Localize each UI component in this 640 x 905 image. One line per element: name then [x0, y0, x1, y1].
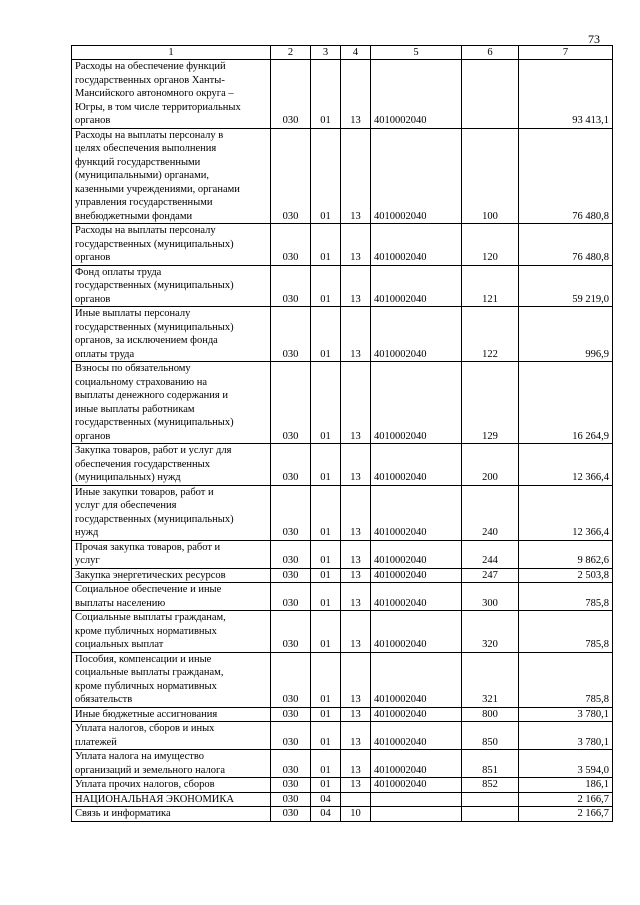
cell-admin-code: 030: [271, 444, 311, 486]
cell-target-code: [371, 792, 462, 807]
cell-target-code: 4010002040: [371, 722, 462, 750]
table-row: [72, 778, 613, 793]
cell-admin-code: 030: [271, 362, 311, 444]
cell-admin-code: 030: [271, 707, 311, 722]
cell-section: 01: [311, 485, 341, 540]
cell-amount: 3 594,0: [519, 750, 613, 778]
table-row: [72, 265, 613, 307]
cell-expense-type: 850: [462, 722, 519, 750]
cell-section: 01: [311, 750, 341, 778]
cell-target-code: [371, 807, 462, 822]
cell-admin-code: 030: [271, 128, 311, 224]
header-cell-2: 2: [271, 46, 311, 60]
table-row: [72, 568, 613, 583]
cell-name: НАЦИОНАЛЬНАЯ ЭКОНОМИКА: [72, 792, 271, 807]
cell-name: Фонд оплаты труда государственных (муниципальных) органов: [72, 265, 271, 307]
cell-target-code: 4010002040: [371, 652, 462, 707]
cell-section: 01: [311, 224, 341, 266]
cell-name: Прочая закупка товаров, работ и услуг: [72, 540, 271, 568]
cell-subsection: 13: [341, 652, 371, 707]
table-row: [72, 652, 613, 707]
cell-target-code: 4010002040: [371, 583, 462, 611]
cell-amount: 2 503,8: [519, 568, 613, 583]
cell-name: Уплата налога на имущество организаций и земельного налога: [72, 750, 271, 778]
cell-name: Взносы по обязательному социальному страхованию на выплаты денежного содержания и иные выплаты работникам государственных (муниципальных) органов: [72, 362, 271, 444]
cell-name: Закупка энергетических ресурсов: [72, 568, 271, 583]
cell-section: 01: [311, 583, 341, 611]
cell-subsection: 13: [341, 128, 371, 224]
cell-amount: 996,9: [519, 307, 613, 362]
cell-admin-code: 030: [271, 224, 311, 266]
table-row: [72, 540, 613, 568]
cell-section: 01: [311, 722, 341, 750]
cell-target-code: 4010002040: [371, 444, 462, 486]
cell-section: 01: [311, 307, 341, 362]
cell-admin-code: 030: [271, 611, 311, 653]
cell-section: 01: [311, 362, 341, 444]
cell-admin-code: 030: [271, 750, 311, 778]
cell-name: Социальные выплаты гражданам, кроме публичных нормативных социальных выплат: [72, 611, 271, 653]
cell-section: 04: [311, 792, 341, 807]
cell-subsection: 13: [341, 485, 371, 540]
cell-admin-code: 030: [271, 307, 311, 362]
cell-amount: 59 219,0: [519, 265, 613, 307]
cell-section: 01: [311, 540, 341, 568]
cell-amount: 9 862,6: [519, 540, 613, 568]
cell-subsection: 10: [341, 807, 371, 822]
table-row: [72, 60, 613, 129]
cell-target-code: 4010002040: [371, 611, 462, 653]
cell-amount: 16 264,9: [519, 362, 613, 444]
cell-subsection: 13: [341, 750, 371, 778]
cell-subsection: 13: [341, 444, 371, 486]
cell-expense-type: 240: [462, 485, 519, 540]
cell-expense-type: 320: [462, 611, 519, 653]
cell-subsection: 13: [341, 707, 371, 722]
cell-amount: 2 166,7: [519, 792, 613, 807]
cell-admin-code: 030: [271, 778, 311, 793]
cell-section: 01: [311, 611, 341, 653]
table-row: [72, 128, 613, 224]
table-row: [72, 362, 613, 444]
cell-name: Расходы на выплаты персоналу государственных (муниципальных) органов: [72, 224, 271, 266]
cell-name: Пособия, компенсации и иные социальные выплаты гражданам, кроме публичных нормативных обязательств: [72, 652, 271, 707]
cell-subsection: 13: [341, 224, 371, 266]
cell-target-code: 4010002040: [371, 707, 462, 722]
cell-section: 01: [311, 568, 341, 583]
cell-expense-type: 129: [462, 362, 519, 444]
cell-subsection: 13: [341, 307, 371, 362]
cell-target-code: 4010002040: [371, 307, 462, 362]
cell-target-code: 4010002040: [371, 485, 462, 540]
header-cell-4: 4: [341, 46, 371, 60]
header-row: [72, 46, 613, 60]
cell-expense-type: 852: [462, 778, 519, 793]
table-row: [72, 485, 613, 540]
cell-section: 01: [311, 265, 341, 307]
cell-subsection: 13: [341, 568, 371, 583]
cell-name: Расходы на обеспечение функций государственных органов Ханты- Мансийского автономного округа – Югры, в том числе территориальных органов: [72, 60, 271, 129]
cell-expense-type: 321: [462, 652, 519, 707]
cell-amount: 76 480,8: [519, 224, 613, 266]
cell-amount: 785,8: [519, 583, 613, 611]
cell-admin-code: 030: [271, 265, 311, 307]
cell-admin-code: 030: [271, 60, 311, 129]
cell-name: Уплата прочих налогов, сборов: [72, 778, 271, 793]
cell-subsection: 13: [341, 362, 371, 444]
table-row: [72, 750, 613, 778]
cell-subsection: 13: [341, 540, 371, 568]
cell-amount: 3 780,1: [519, 707, 613, 722]
cell-subsection: 13: [341, 583, 371, 611]
cell-admin-code: 030: [271, 540, 311, 568]
cell-section: 01: [311, 778, 341, 793]
table-row: [72, 792, 613, 807]
cell-section: 01: [311, 444, 341, 486]
cell-expense-type: 300: [462, 583, 519, 611]
table-row: [72, 224, 613, 266]
cell-expense-type: 100: [462, 128, 519, 224]
cell-amount: 12 366,4: [519, 444, 613, 486]
table-row: [72, 707, 613, 722]
cell-target-code: 4010002040: [371, 265, 462, 307]
cell-subsection: 13: [341, 60, 371, 129]
cell-expense-type: 200: [462, 444, 519, 486]
header-cell-6: 6: [462, 46, 519, 60]
cell-admin-code: 030: [271, 722, 311, 750]
cell-expense-type: 122: [462, 307, 519, 362]
cell-target-code: 4010002040: [371, 224, 462, 266]
cell-expense-type: 800: [462, 707, 519, 722]
cell-expense-type: 247: [462, 568, 519, 583]
cell-target-code: 4010002040: [371, 128, 462, 224]
cell-expense-type: 121: [462, 265, 519, 307]
cell-expense-type: [462, 807, 519, 822]
budget-table: [71, 45, 613, 822]
cell-subsection: 13: [341, 778, 371, 793]
cell-target-code: 4010002040: [371, 568, 462, 583]
cell-name: Иные закупки товаров, работ и услуг для обеспечения государственных (муниципальных) нужд: [72, 485, 271, 540]
cell-admin-code: 030: [271, 792, 311, 807]
cell-amount: 3 780,1: [519, 722, 613, 750]
cell-admin-code: 030: [271, 485, 311, 540]
cell-amount: 186,1: [519, 778, 613, 793]
cell-subsection: 13: [341, 265, 371, 307]
header-cell-7: 7: [519, 46, 613, 60]
cell-amount: 76 480,8: [519, 128, 613, 224]
table-row: [72, 722, 613, 750]
cell-name: Закупка товаров, работ и услуг для обеспечения государственных (муниципальных) нужд: [72, 444, 271, 486]
cell-amount: 785,8: [519, 652, 613, 707]
header-cell-1: 1: [72, 46, 271, 60]
cell-expense-type: [462, 60, 519, 129]
table-row: [72, 583, 613, 611]
cell-name: Уплата налогов, сборов и иных платежей: [72, 722, 271, 750]
cell-admin-code: 030: [271, 652, 311, 707]
table-row: [72, 307, 613, 362]
table-row: [72, 807, 613, 822]
cell-target-code: 4010002040: [371, 778, 462, 793]
cell-expense-type: [462, 792, 519, 807]
cell-section: 01: [311, 128, 341, 224]
cell-name: Связь и информатика: [72, 807, 271, 822]
cell-admin-code: 030: [271, 568, 311, 583]
cell-section: 04: [311, 807, 341, 822]
cell-name: Расходы на выплаты персоналу в целях обеспечения выполнения функций государственными (муниципальными) органами, казенными учреждениями, органами управления государственными внебюджетными фондами: [72, 128, 271, 224]
cell-target-code: 4010002040: [371, 60, 462, 129]
cell-name: Социальное обеспечение и иные выплаты населению: [72, 583, 271, 611]
cell-expense-type: 244: [462, 540, 519, 568]
cell-subsection: 13: [341, 722, 371, 750]
cell-subsection: 13: [341, 611, 371, 653]
cell-section: 01: [311, 652, 341, 707]
cell-amount: 93 413,1: [519, 60, 613, 129]
table-row: [72, 444, 613, 486]
header-cell-5: 5: [371, 46, 462, 60]
cell-expense-type: 120: [462, 224, 519, 266]
cell-target-code: 4010002040: [371, 540, 462, 568]
cell-target-code: 4010002040: [371, 362, 462, 444]
page-number: 73: [588, 32, 600, 46]
cell-admin-code: 030: [271, 807, 311, 822]
cell-section: 01: [311, 60, 341, 129]
cell-section: 01: [311, 707, 341, 722]
cell-amount: 785,8: [519, 611, 613, 653]
header-cell-3: 3: [311, 46, 341, 60]
cell-amount: 12 366,4: [519, 485, 613, 540]
cell-expense-type: 851: [462, 750, 519, 778]
cell-name: Иные выплаты персоналу государственных (муниципальных) органов, за исключением фонда оплаты труда: [72, 307, 271, 362]
cell-target-code: 4010002040: [371, 750, 462, 778]
cell-admin-code: 030: [271, 583, 311, 611]
cell-amount: 2 166,7: [519, 807, 613, 822]
table-row: [72, 611, 613, 653]
cell-subsection: [341, 792, 371, 807]
cell-name: Иные бюджетные ассигнования: [72, 707, 271, 722]
